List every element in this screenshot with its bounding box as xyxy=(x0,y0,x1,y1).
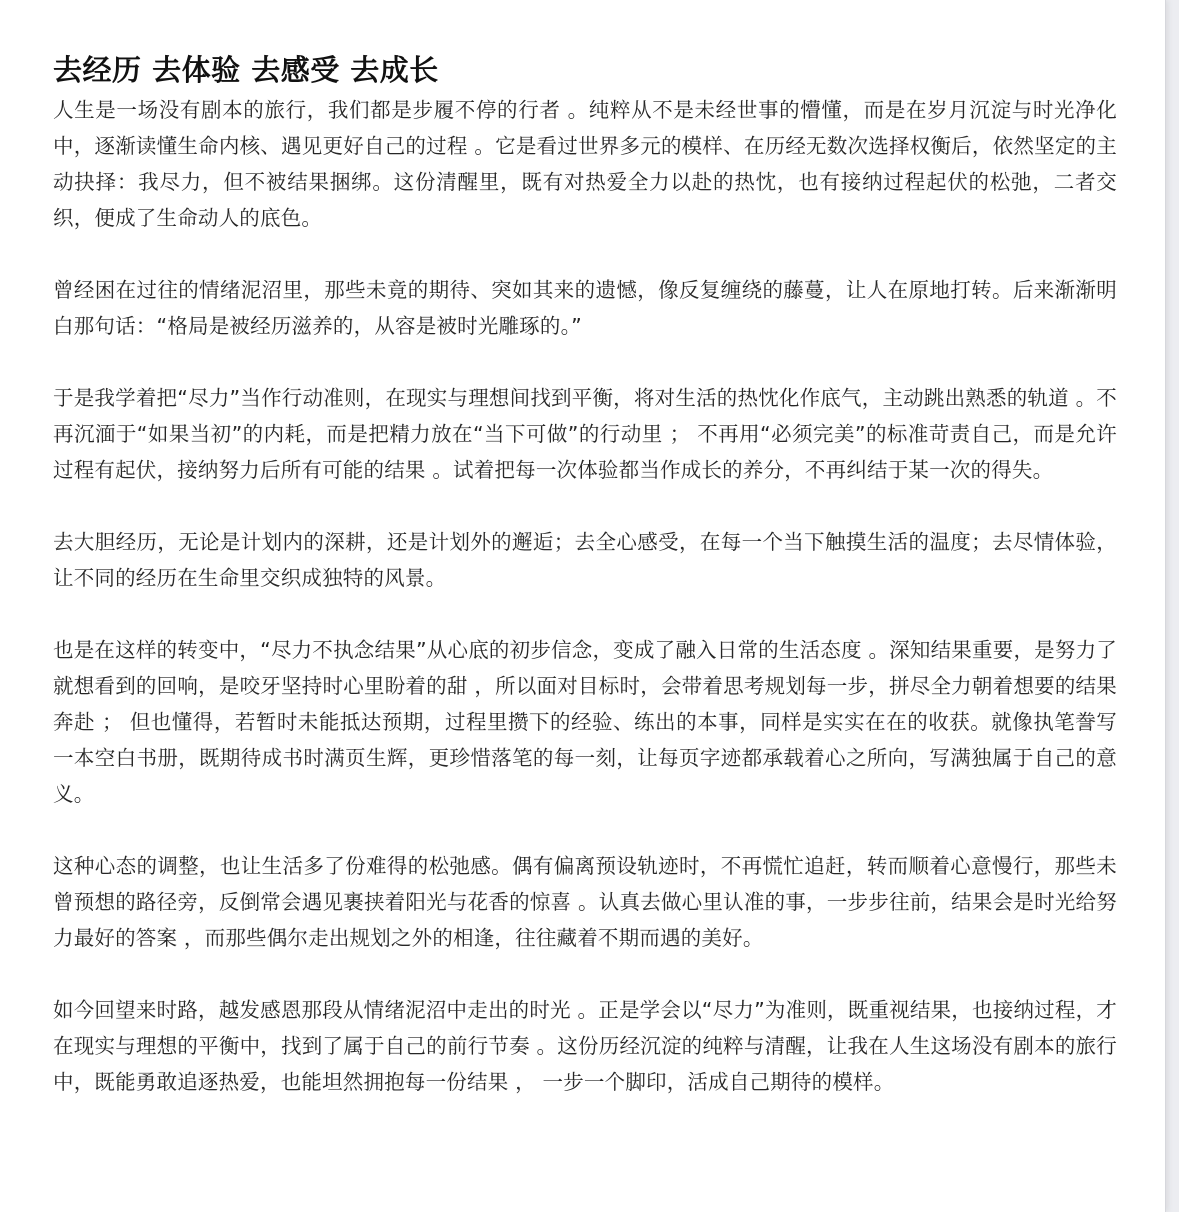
paragraph-4: 去大胆经历，无论是计划内的深耕，还是计划外的邂逅；去全心感受，在每一个当下触摸生活的温度；去尽情体验，让不同的经历在生命里交织成独特的风景。 xyxy=(53,530,1117,590)
paragraph-6: 这种心态的调整，也让生活多了份难得的松弛感。偶有偏离预设轨迹时，不再慌忙追赶，转而顺着心意慢行，那些未曾预想的路径旁，反倒常会遇见裹挟着阳光与花香的惊喜 。认真去做心里认准的事，一步步往前，结果会是时光给努力最好的答案 ，而那些偶尔走出规划之外的相逢，往往藏着不期而遇的美好。 xyxy=(53,854,1117,950)
article-title: 去经历 去体验 去感受 去成长 xyxy=(53,53,439,87)
paragraph-3: 于是我学着把“尽力”当作行动准则，在现实与理想间找到平衡，将对生活的热忱化作底气，主动跳出熟悉的轨道 。不再沉湎于“如果当初”的内耗，而是把精力放在“当下可做”的行动里 ； 不再用“必须完美”的标准苛责自己，而是允许过程有起伏，接纳努力后所有可能的结果 。试着把每一次体验都当作成长的养分，不再纠结于某一次的得失。 xyxy=(53,386,1117,482)
paragraph-2: 曾经困在过往的情绪泥沼里，那些未竟的期待、突如其来的遗憾，像反复缠绕的藤蔓，让人在原地打转。后来渐渐明白那句话：“格局是被经历滋养的，从容是被时光雕琢的。” xyxy=(53,278,1117,338)
paragraph-5: 也是在这样的转变中，“尽力不执念结果”从心底的初步信念，变成了融入日常的生活态度 。深知结果重要，是努力了就想看到的回响，是咬牙坚持时心里盼着的甜 ，所以面对目标时，会带着思考规划每一步，拼尽全力朝着想要的结果奔赴 ； 但也懂得，若暂时未能抵达预期，过程里攒下的经验、练出的本事，同样是实实在在的收获。就像执笔誊写一本空白书册，既期待成书时满页生辉，更珍惜落笔的每一刻，让每页字迹都承载着心之所向，写满独属于自己的意义。 xyxy=(53,638,1117,806)
paragraph-1: 人生是一场没有剧本的旅行，我们都是步履不停的行者 。纯粹从不是未经世事的懵懂，而是在岁月沉淀与时光净化中，逐渐读懂生命内核、遇见更好自己的过程 。它是看过世界多元的模样、在历经无数次选择权衡后，依然坚定的主动抉择：我尽力，但不被结果捆绑。这份清醒里，既有对热爱全力以赴的热忱，也有接纳过程起伏的松弛，二者交织，便成了生命动人的底色。 xyxy=(53,98,1117,230)
paragraph-7: 如今回望来时路，越发感恩那段从情绪泥沼中走出的时光 。正是学会以“尽力”为准则，既重视结果，也接纳过程，才在现实与理想的平衡中，找到了属于自己的前行节奏 。这份历经沉淀的纯粹与清醒，让我在人生这场没有剧本的旅行中，既能勇敢追逐热爱，也能坦然拥抱每一份结果 ， 一步一个脚印，活成自己期待的模样。 xyxy=(53,998,1117,1094)
